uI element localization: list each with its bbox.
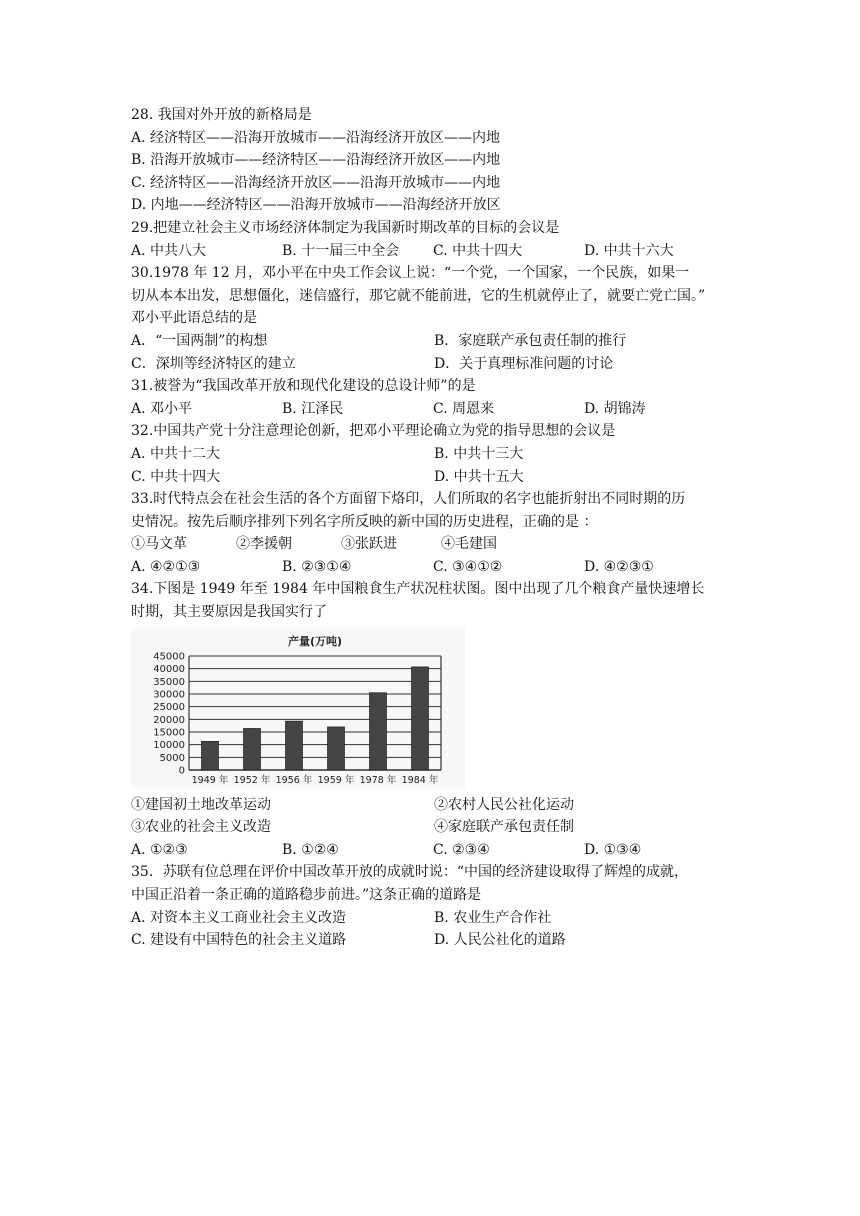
q32-option-b: B. 中共十三大 <box>434 445 524 462</box>
exam-page <box>131 104 737 952</box>
y-tick-label: 25000 <box>153 701 185 713</box>
question-30-stem-line-1: 30.1978 年 12 月，邓小平在中央工作会议上说：“一个党，一个国家，一个民族，如果一 <box>131 265 690 282</box>
bar <box>328 727 345 770</box>
q29-option-d: D. 中共十六大 <box>584 242 674 259</box>
q28-option-b: B. 沿海开放城市——经济特区——沿海经济开放区——内地 <box>131 152 501 169</box>
q29-options <box>131 240 737 263</box>
q34-items-row-2 <box>131 816 737 839</box>
bar <box>244 728 261 770</box>
bar <box>412 667 429 770</box>
x-tick-label: 1956 年 <box>275 774 313 786</box>
x-tick-label: 1959 年 <box>317 774 355 786</box>
x-tick-label: 1984 年 <box>401 774 439 786</box>
question-30-stem-line-2: 切从本本出发，思想僵化，迷信盛行，那它就不能前进，它的生机就停止了，就要亡党亡国。” <box>131 287 706 304</box>
q35-options-row-2 <box>131 929 737 952</box>
q33-item-1: ①马文革 <box>131 536 187 553</box>
bar <box>370 692 387 769</box>
question-33-stem-line-1: 33.时代特点会在社会生活的各个方面留下烙印，人们所取的名字也能折射出不同时期的历 <box>131 491 686 508</box>
x-tick-label: 1978 年 <box>359 774 397 786</box>
question-29-stem: 29.把建立社会主义市场经济体制定为我国新时期改革的目标的会议是 <box>131 219 560 236</box>
q35-option-a: A. 对资本主义工商业社会主义改造 <box>131 909 347 926</box>
question-35-stem-line-2: 中国正沿着一条正确的道路稳步前进。”这条正确的道路是 <box>131 887 482 904</box>
y-tick-label: 40000 <box>153 663 185 675</box>
y-tick-label: 45000 <box>153 651 185 663</box>
q30-option-a: A．“一国两制”的构想 <box>131 332 268 349</box>
question-34-stem-line-1: 34.下图是 1949 年至 1984 年中国粮食生产状况柱状图。图中出现了几个粮食产量快速增长 <box>131 581 705 598</box>
q34-item-2: ②农村人民公社化运动 <box>434 796 574 813</box>
q34-items-row-1 <box>131 794 737 817</box>
q34-option-b: B. ①②④ <box>282 841 339 858</box>
bar-chart-svg <box>131 628 465 788</box>
q34-item-1: ①建国初土地改革运动 <box>131 796 271 813</box>
q34-options <box>131 839 737 862</box>
q35-option-d: D. 人民公社化的道路 <box>434 932 566 949</box>
q29-option-a: A. 中共八大 <box>131 242 207 259</box>
question-33-stem-line-2: 史情况。按先后顺序排列下列名字所反映的新中国的历史进程，正确的是 ： <box>131 513 598 530</box>
q33-item-4: ④毛建国 <box>441 536 497 553</box>
q33-options <box>131 556 737 579</box>
q30-option-d: D．关于真理标准问题的讨论 <box>434 355 614 372</box>
y-tick-label: 15000 <box>153 727 185 739</box>
y-tick-label: 20000 <box>153 714 185 726</box>
y-tick-label: 35000 <box>153 676 185 688</box>
q29-option-c: C. 中共十四大 <box>433 242 523 259</box>
y-tick-label: 5000 <box>159 752 185 764</box>
q30-option-c: C．深圳等经济特区的建立 <box>131 355 296 372</box>
q30-option-b: B．家庭联产承包责任制的推行 <box>434 332 627 349</box>
question-31-stem: 31.被誉为“我国改革开放和现代化建设的总设计师”的是 <box>131 378 476 395</box>
question-34-stem-line-2: 时期，其主要原因是我国实行了 <box>131 604 327 621</box>
q28-option-d: D. 内地——经济特区——沿海开放城市——沿海经济开放区 <box>131 197 501 214</box>
q32-option-a: A. 中共十二大 <box>131 445 221 462</box>
question-28-stem: 28. 我国对外开放的新格局是 <box>131 107 312 123</box>
bar <box>286 721 303 770</box>
bar <box>202 741 219 770</box>
x-tick-label: 1952 年 <box>233 774 271 786</box>
q30-options-row-1 <box>131 330 737 353</box>
y-tick-label: 10000 <box>153 739 185 751</box>
question-32-stem: 32.中国共产党十分注意理论创新，把邓小平理论确立为党的指导思想的会议是 <box>131 423 616 440</box>
q31-option-d: D. 胡锦涛 <box>584 400 646 417</box>
q28-option-a: A. 经济特区——沿海开放城市——沿海经济开放区——内地 <box>131 129 501 146</box>
q33-items <box>131 533 737 556</box>
q34-option-c: C. ②③④ <box>433 841 490 858</box>
q34-item-4: ④家庭联产承包责任制 <box>434 819 574 836</box>
q31-option-a: A. 邓小平 <box>131 400 193 417</box>
q33-item-2: ②李援朝 <box>236 536 292 553</box>
q30-options-row-2 <box>131 353 737 376</box>
q28-option-c: C. 经济特区——沿海经济开放区——沿海开放城市——内地 <box>131 174 501 191</box>
q33-option-c: C. ③④①② <box>433 558 503 575</box>
q31-option-b: B. 江泽民 <box>282 400 344 417</box>
chart-title: 产量(万吨) <box>287 634 343 648</box>
x-tick-label: 1949 年 <box>191 774 229 786</box>
q32-options-row-1 <box>131 443 737 466</box>
question-30-stem-line-3: 邓小平此语总结的是 <box>131 310 257 327</box>
q32-option-c: C. 中共十四大 <box>131 468 221 485</box>
q34-option-d: D. ①③④ <box>584 841 642 858</box>
q31-option-c: C. 周恩来 <box>433 400 495 417</box>
q31-options <box>131 398 737 421</box>
q32-options-row-2 <box>131 466 737 489</box>
q33-option-a: A. ④②①③ <box>131 558 201 575</box>
q33-option-d: D. ④②③① <box>584 558 654 575</box>
q33-option-b: B. ②③①④ <box>282 558 352 575</box>
y-tick-label: 30000 <box>153 689 185 701</box>
question-35-stem-line-1: 35．苏联有位总理在评价中国改革开放的成就时说：“中国的经济建设取得了辉煌的成就， <box>131 864 688 881</box>
q29-option-b: B. 十一届三中全会 <box>282 242 400 259</box>
q32-option-d: D. 中共十五大 <box>434 468 524 485</box>
grain-production-chart <box>131 628 737 788</box>
y-tick-label: 0 <box>178 765 185 777</box>
q35-option-b: B. 农业生产合作社 <box>434 909 552 926</box>
q35-option-c: C. 建设有中国特色的社会主义道路 <box>131 932 347 949</box>
q35-options-row-1 <box>131 907 737 930</box>
q34-option-a: A. ①②③ <box>131 841 188 858</box>
q34-item-3: ③农业的社会主义改造 <box>131 819 271 836</box>
q33-item-3: ③张跃进 <box>341 536 397 553</box>
